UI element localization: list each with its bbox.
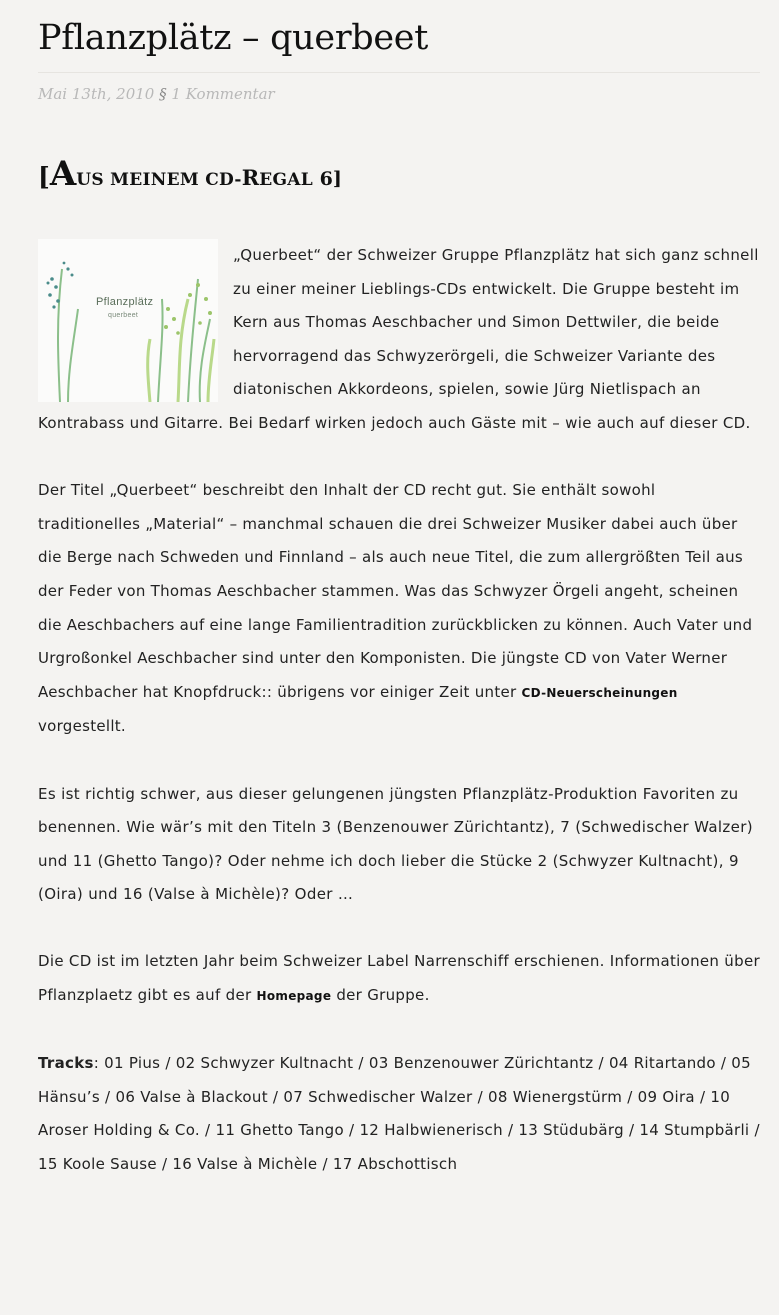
tracks-label: Tracks [38, 1054, 94, 1073]
post-subheading: [AUS MEINEM CD-REGAL 6] [38, 154, 342, 194]
tracks-text: : 01 Pius / 02 Schwyzer Kultnacht / 03 Benzenouwer Zürichtantz / 04 Ritartando / 05 Hänsu’s / 06 Valse à Blackout / 07 Schwedischer Walzer / 08 Wienergstürm / 09 Oira / 10 Aroser Holding & Co. / 11 Ghetto Tango / 12 Halbwienerisch / 13 Stüdubärg / 14 Stumpbärli / 15 Koole Sause / 16 Valse à Michèle / 17 Abschottisch [38, 1054, 760, 1174]
comments-link[interactable]: 1 Kommentar [171, 85, 275, 103]
paragraph-intro-text: „Querbeet“ der Schweizer Gruppe Pflanzplätz hat sich ganz schnell zu einer meiner Lieblings-CDs entwickelt. Die Gruppe besteht im Kern aus Thomas Aeschbacher und Simon Dettwiler, die beide hervorragend das Schwyzerörgeli, die Schweizer Variante des diatonischen Akkordeons, spielen, sowie Jürg Nietlispach an Kontrabass und Gitarre. Bei Bedarf wirken jedoch auch Gäste mit – wie auch auf dieser CD. [38, 246, 759, 432]
post-body [38, 239, 761, 1182]
album-cover-band: Pflanzplätz [96, 296, 154, 308]
album-cover-image [38, 239, 218, 402]
post-date: Mai 13th, 2010 [38, 85, 155, 103]
section-sign: § [159, 85, 167, 103]
paragraph-content: Der Titel „Querbeet“ beschreibt den Inhalt der CD recht gut. Sie enthält sowohl traditionelles „Material“ – manchmal schauen die drei Schweizer Musiker dabei auch über die Berge nach Schweden und Finnland – als auch neue Titel, die zum allergrößten Teil aus der Feder von Thomas Aeschbacher stammen. Was das Schwyzer Örgeli angeht, scheinen die Aeschbachers auf eine lange Familientradition zurückblicken zu können. Auch Vater und Urgroßonkel Aeschbacher sind unter den Komponisten. Die jüngste CD von Vater Werner Aeschbacher hat Knopfdruck:: übrigens vor einiger Zeit unter CD-Neuerscheinungen vorgestellt. [38, 481, 753, 736]
cd-neuerscheinungen-link[interactable]: CD-Neuerscheinungen [521, 685, 678, 700]
album-cover-title: querbeet [108, 312, 139, 319]
title-divider [38, 72, 760, 73]
paragraph-favorites: Es ist richtig schwer, aus dieser gelungenen jüngsten Pflanzplätz-Produktion Favoriten zu benennen. Wie wär’s mit den Titeln 3 (Benzenouwer Zürichtantz), 7 (Schwedischer Walzer) und 11 (Ghetto Tango)? Oder nehme ich doch lieber die Stücke 2 (Schwyzer Kultnacht), 9 (Oira) und 16 (Valse à Michèle)? Oder … [38, 784, 753, 904]
post-meta [38, 85, 275, 103]
homepage-link[interactable]: Homepage [256, 989, 332, 1004]
post-title: Pflanzplätz – querbeet [38, 18, 428, 58]
tracklist [38, 1047, 761, 1181]
paragraph-label: Die CD ist im letzten Jahr beim Schweizer Label Narrenschiff erschienen. Informationen über Pflanzplaetz gibt es auf der Homepage der Gruppe. [38, 952, 760, 1005]
paragraph-intro [38, 239, 761, 441]
